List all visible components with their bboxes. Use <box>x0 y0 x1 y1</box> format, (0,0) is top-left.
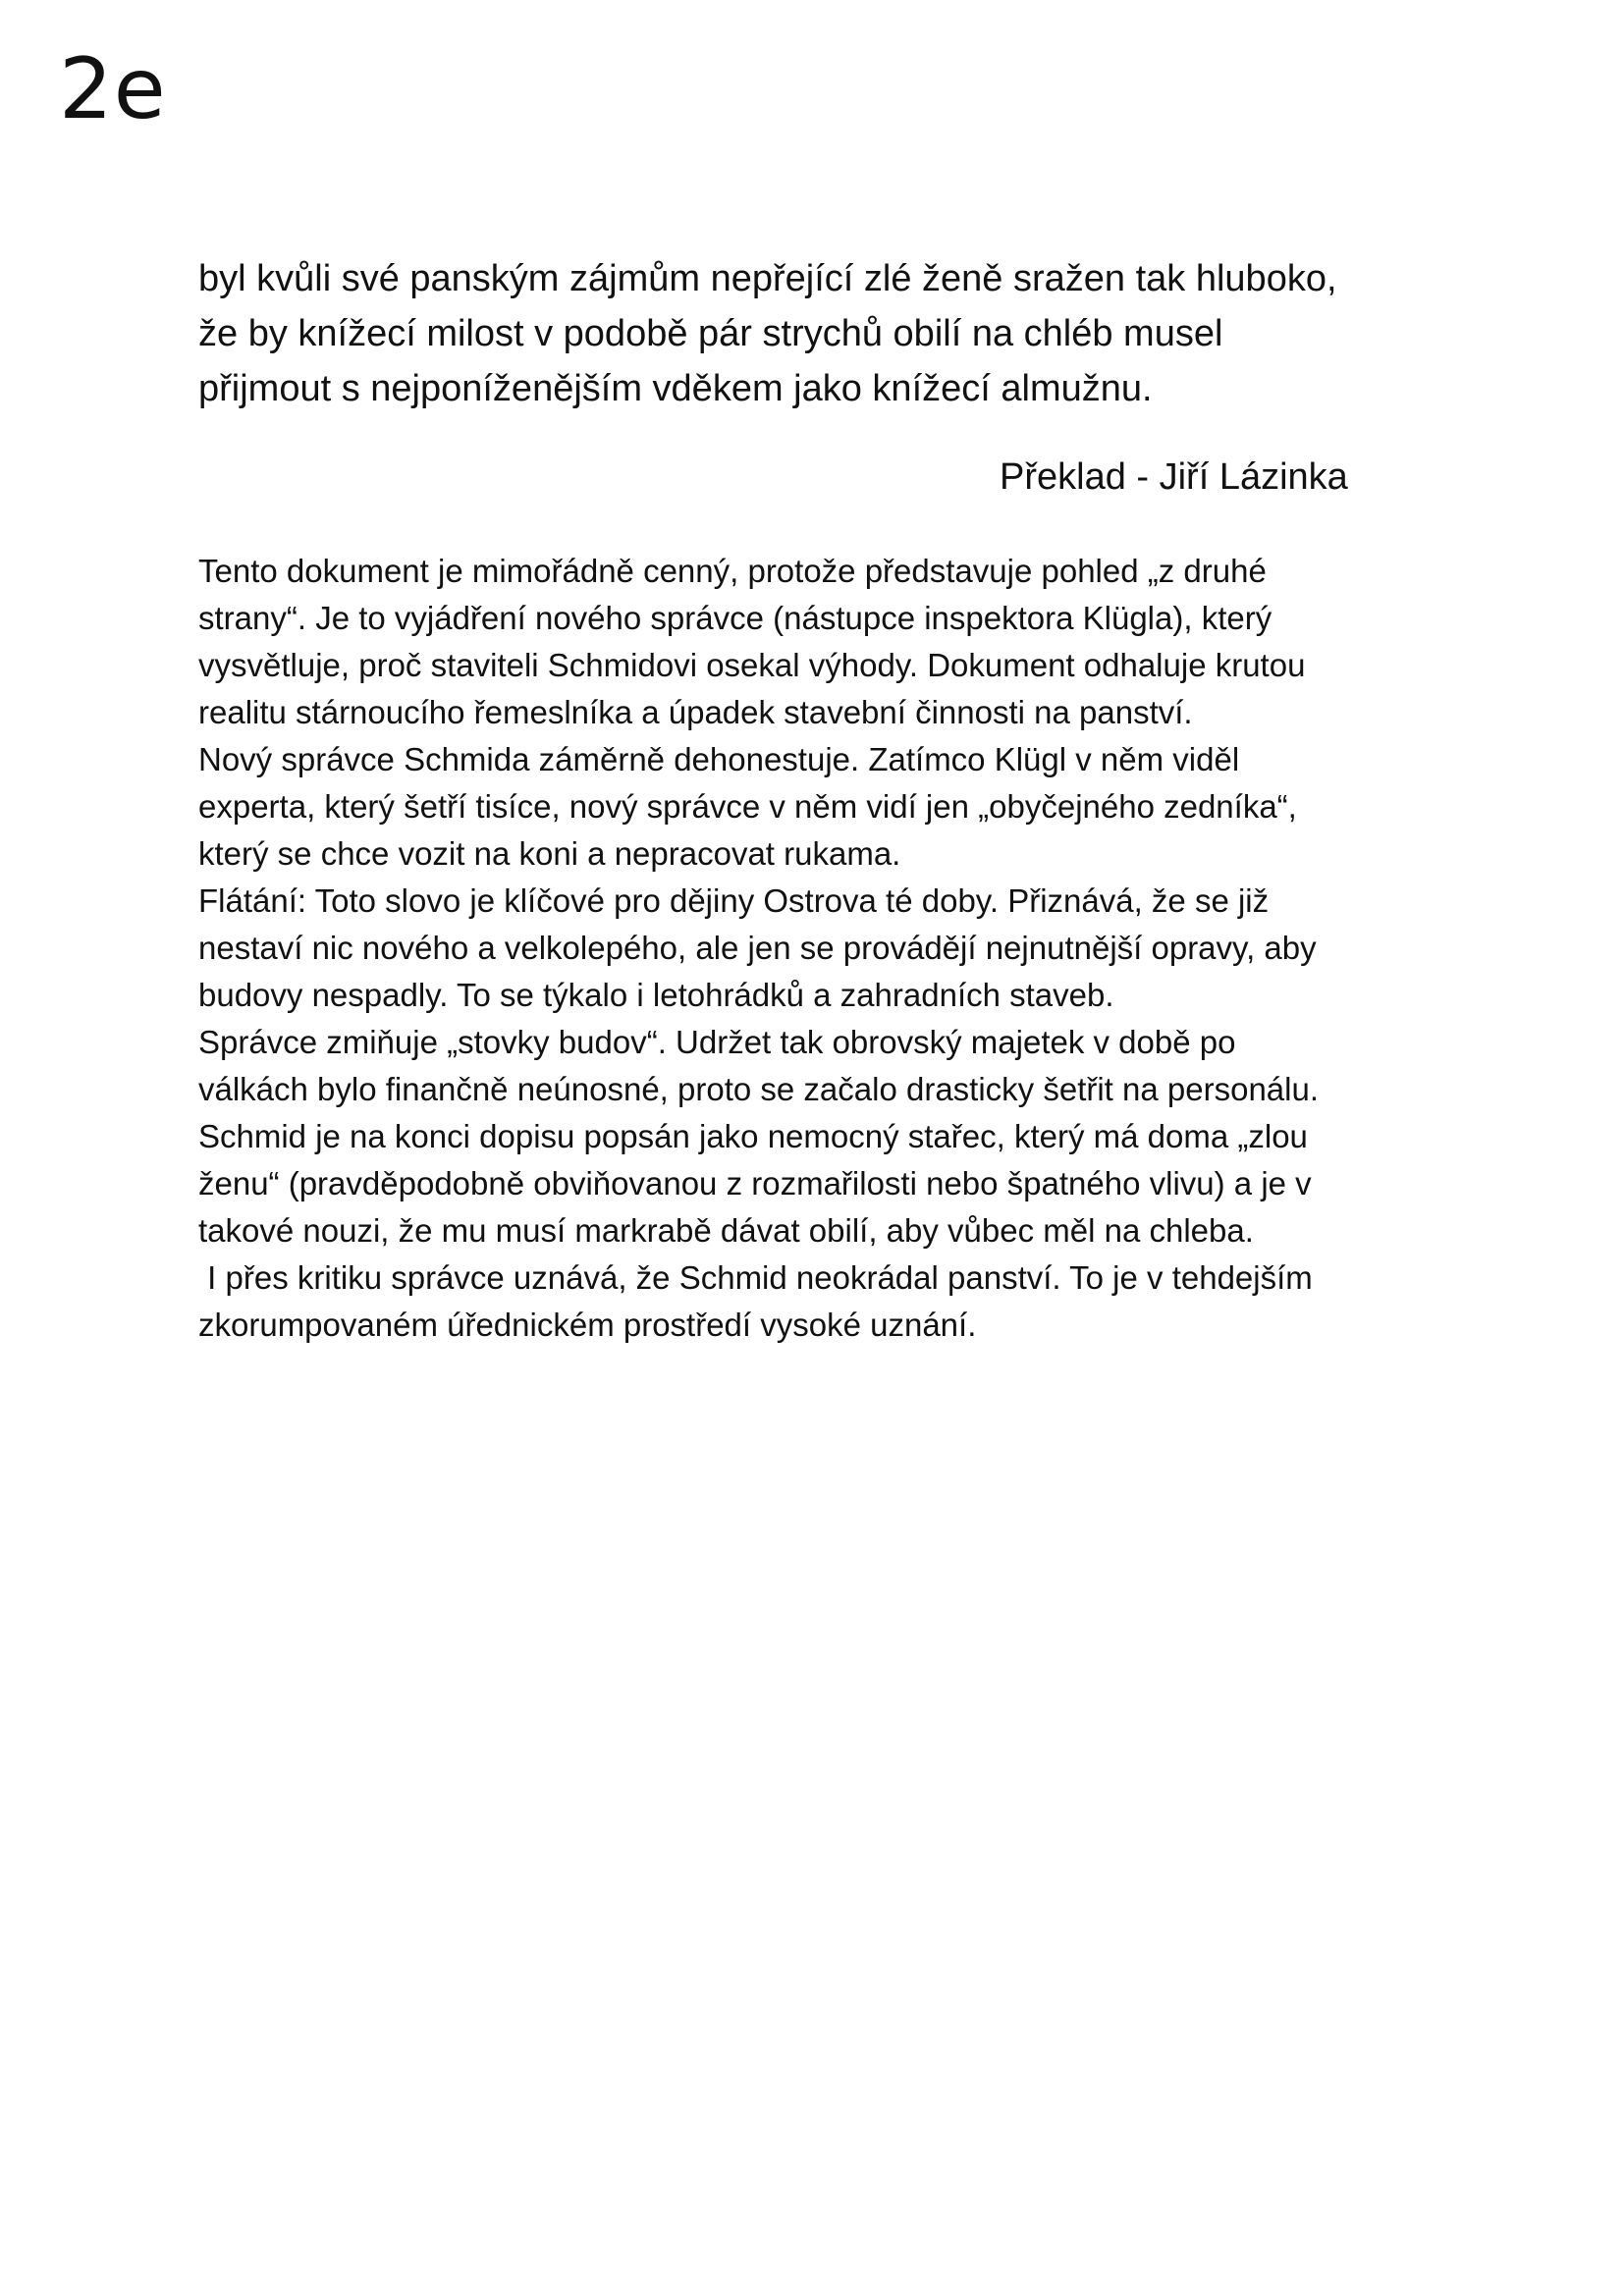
commentary-line: zkorumpovaném úřednickém prostředí vysoké uznání. <box>198 1307 977 1343</box>
commentary-line: Správce zmiňuje „stovky budov“. Udržet tak obrovský majetek v době po <box>198 1024 1236 1060</box>
translator-attribution: Překlad - Jiří Lázinka <box>1000 456 1348 498</box>
commentary-line: vysvětluje, proč staviteli Schmidovi osekal výhody. Dokument odhaluje krutou <box>198 647 1306 683</box>
commentary-line: Flátání: Toto slovo je klíčové pro dějiny Ostrova té doby. Přiznává, že se již <box>198 882 1270 919</box>
commentary-line: I přes kritiku správce uznává, že Schmid neokrádal panství. To je v tehdejším <box>198 1259 1313 1296</box>
commentary-line: nestaví nic nového a velkolepého, ale jen se provádějí nejnutnější opravy, aby <box>198 930 1317 966</box>
translation-line: přijmout s nejponíženějším vděkem jako knížecí almužnu. <box>198 368 1153 409</box>
translation-line: že by knížecí milost v podobě pár strychů obilí na chléb musel <box>198 313 1223 354</box>
commentary-line: takové nouzi, že mu musí markrabě dávat obilí, aby vůbec měl na chleba. <box>198 1212 1254 1249</box>
commentary-line: experta, který šetří tisíce, nový správce v něm vidí jen „obyčejného zedníka“, <box>198 788 1297 825</box>
commentary-line: strany“. Je to vyjádření nového správce (nástupce inspektora Klügla), který <box>198 600 1272 636</box>
commentary-line: válkách bylo finančně neúnosné, proto se začalo drasticky šetřit na personálu. <box>198 1071 1319 1107</box>
translation-excerpt <box>198 251 1475 416</box>
commentary-line: budovy nespadly. To se týkalo i letohrádků a zahradních staveb. <box>198 977 1114 1013</box>
commentary-line: Tento dokument je mimořádně cenný, protože představuje pohled „z druhé <box>198 553 1267 589</box>
commentary-line: Schmid je na konci dopisu popsán jako nemocný stařec, který má doma „zlou <box>198 1118 1308 1154</box>
commentary-line: ženu“ (pravděpodobně obviňovanou z rozmařilosti nebo špatného vlivu) a je v <box>198 1165 1312 1201</box>
page-label: 2e <box>59 40 167 138</box>
commentary-line: Nový správce Schmida záměrně dehonestuje. Zatímco Klügl v něm viděl <box>198 741 1240 777</box>
commentary-line: který se chce vozit na koni a nepracovat rukama. <box>198 835 901 872</box>
commentary-text <box>198 548 1494 1349</box>
translation-line: byl kvůli své panským zájmům nepřející zlé ženě sražen tak hluboko, <box>198 258 1337 299</box>
commentary-line: realitu stárnoucího řemeslníka a úpadek stavební činnosti na panství. <box>198 694 1193 730</box>
